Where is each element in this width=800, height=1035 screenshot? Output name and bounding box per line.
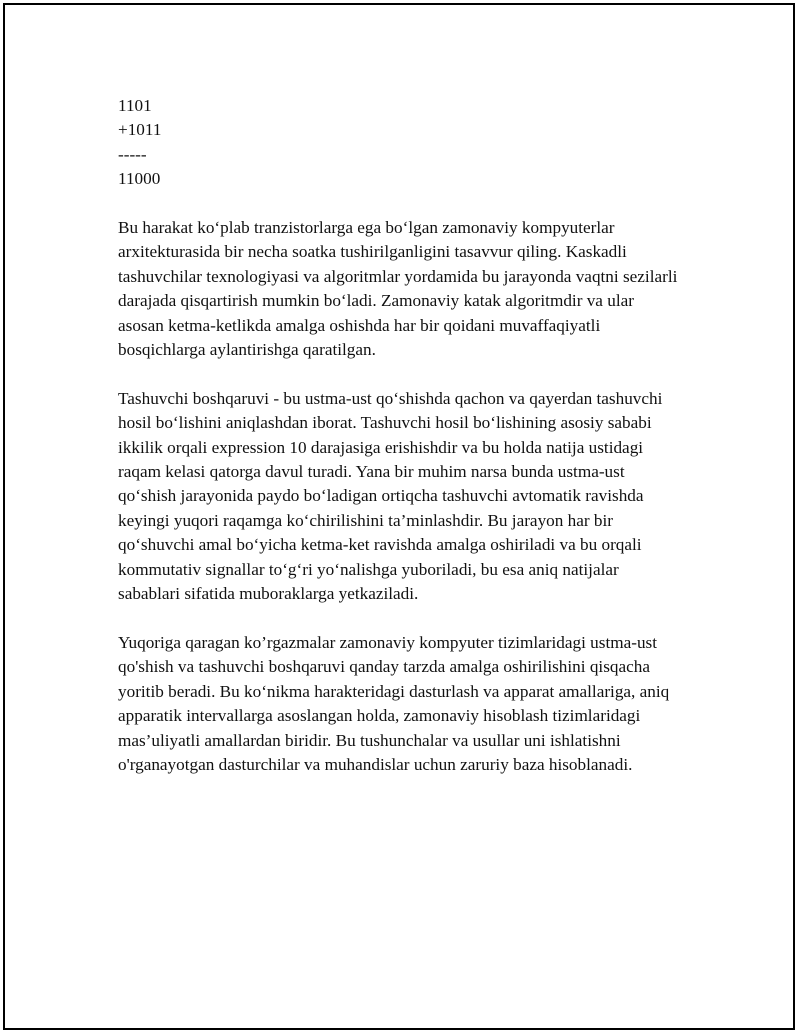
binary-addition (118, 94, 684, 192)
sum-result: 11000 (118, 169, 161, 189)
document-body (118, 94, 684, 777)
addend-1: 1101 (118, 96, 152, 115)
sum-separator: ----- (118, 144, 147, 164)
paragraph-3: Yuqoriga qaragan ko’rgazmalar zamonaviy kompyuter tizimlaridagi ustma-ust qo'shish va tashuvchi boshqaruvi qanday tarzda amalga oshirilishini qisqacha yoritib beradi. Bu ko‘nikma harakteridagi dasturlash va apparat amallariga, aniq apparatik intervallarga asoslangan holda, zamonaviy hisoblash tizimlaridagi mas’uliyatli amallardan biridir. Bu tushunchalar va usullar uni ishlatishni o'rganayotgan dasturchilar va muhandislar uchun zaruriy baza hisoblanadi. (118, 632, 670, 774)
paragraph-1: Bu harakat ko‘plab tranzistorlarga ega bo‘lgan zamonaviy kompyuterlar arxitekturasida bir necha soatka tushirilganligini tasavvur qiling. Kaskadli tashuvchilar texnologiyasi va algoritmlar yordamida bu jarayonda vaqtni sezilarli darajada qisqartirish mumkin bo‘ladi. Zamonaviy katak algoritmdir va ular asosan ketma-ketlikda amalga oshishda har bir qoidani muvaffaqiyatli bosqichlarga aylantirishga qaratilgan. (118, 218, 678, 360)
addend-2: +1011 (118, 120, 162, 140)
paragraph-2: Tashuvchi boshqaruvi - bu ustma-ust qo‘shishda qachon va qayerdan tashuvchi hosil bo‘lishini aniqlashdan iborat. Tashuvchi hosil bo‘lishining asosiy sababi ikkilik orqali expression 10 darajasiga erishishdir va bu holda natija ustidagi raqam kelasi qatorga davul turadi. Yana bir muhim narsa bunda ustma-ust qo‘shish jarayonida paydo bo‘ladigan ortiqcha tashuvchi avtomatik ravishda keyingi yuqori raqamga ko‘chirilishini ta’minlashdir. Bu jarayon har bir qo‘shuvchi amal bo‘yicha ketma-ket ravishda amalga oshiriladi va bu orqali kommutativ signallar to‘g‘ri yo‘nalishga yuboriladi, bu esa aniq natijalar sabablari sifatida muboraklarga yetkaziladi. (118, 388, 663, 604)
